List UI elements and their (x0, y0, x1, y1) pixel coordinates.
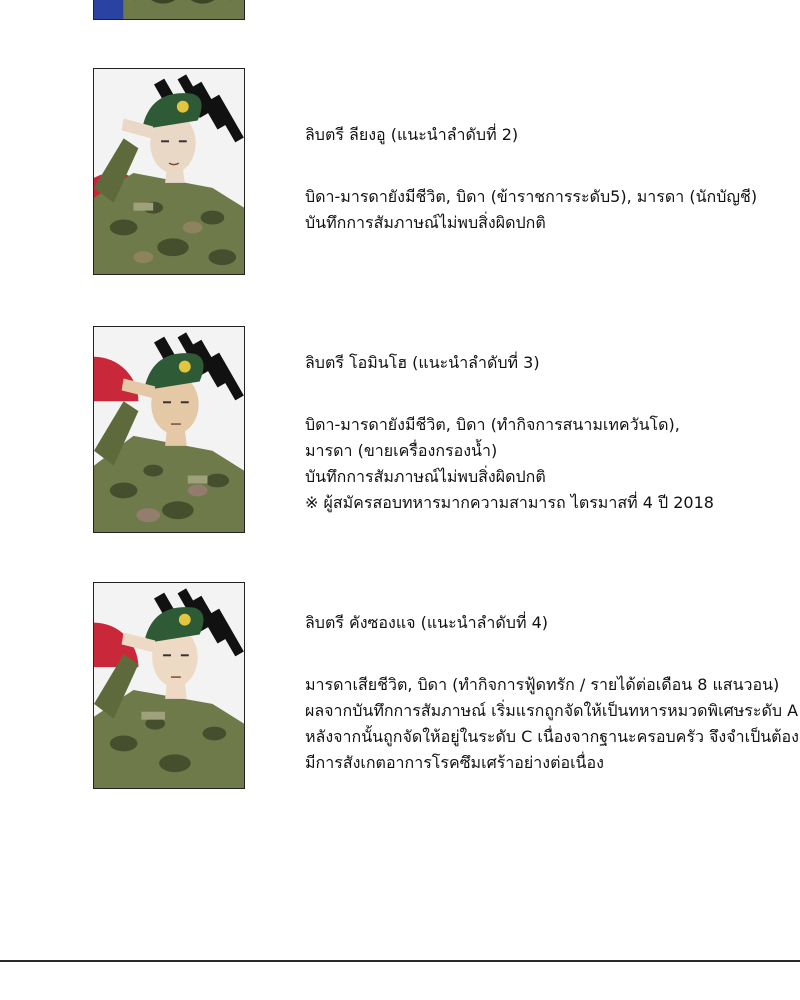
profile-line: บิดา-มารดายังมีชีวิต, บิดา (ข้าราชการระดับ5), มารดา (นักบัญชี) (305, 187, 758, 206)
profile-line: มารดาเสียชีวิต, บิดา (ทำกิจการฟู้ดทรัก / รายได้ต่อเดือน 8 แสนวอน) (305, 675, 780, 694)
profile-line: ※ ผู้สมัครสอบทหารมากความสามารถ ไตรมาสที่ 4 ปี 2018 (305, 493, 714, 512)
soldier-portrait (94, 583, 244, 788)
profile-line: บันทึกการสัมภาษณ์ไม่พบสิ่งผิดปกติ (305, 213, 546, 232)
bottom-divider (0, 960, 800, 962)
soldier-portrait (94, 327, 244, 532)
profile-title: ลิบตรี คังซองแจ (แนะนำลำดับที่ 4) (305, 613, 548, 632)
profile-line: หลังจากนั้นถูกจัดให้อยู่ในระดับ C เนื่องจากฐานะครอบครัว จึงจำเป็นต้อง (305, 727, 799, 746)
portrait-card-partial (93, 0, 245, 20)
portrait-card-1 (93, 68, 245, 275)
profile-title: ลิบตรี โอมินโฮ (แนะนำลำดับที่ 3) (305, 353, 540, 372)
portrait-card-3 (93, 582, 245, 789)
profile-info-2 (305, 350, 775, 516)
profile-info-1 (305, 122, 775, 236)
profile-line: มีการสังเกตอาการโรคซึมเศร้าอย่างต่อเนื่อง (305, 753, 604, 772)
soldier-portrait (94, 69, 244, 274)
profile-line: บันทึกการสัมภาษณ์ไม่พบสิ่งผิดปกติ (305, 467, 546, 486)
profile-line: มารดา (ขายเครื่องกรองน้ำ) (305, 441, 498, 460)
profile-line: ผลจากบันทึกการสัมภาษณ์ เริ่มแรกถูกจัดให้เป็นทหารหมวดพิเศษระดับ A (305, 701, 799, 720)
profile-info-3 (305, 610, 799, 776)
portrait-card-2 (93, 326, 245, 533)
profile-line: บิดา-มารดายังมีชีวิต, บิดา (ทำกิจการสนามเทควันโด), (305, 415, 680, 434)
profile-title: ลิบตรี ลียงอู (แนะนำลำดับที่ 2) (305, 125, 519, 144)
